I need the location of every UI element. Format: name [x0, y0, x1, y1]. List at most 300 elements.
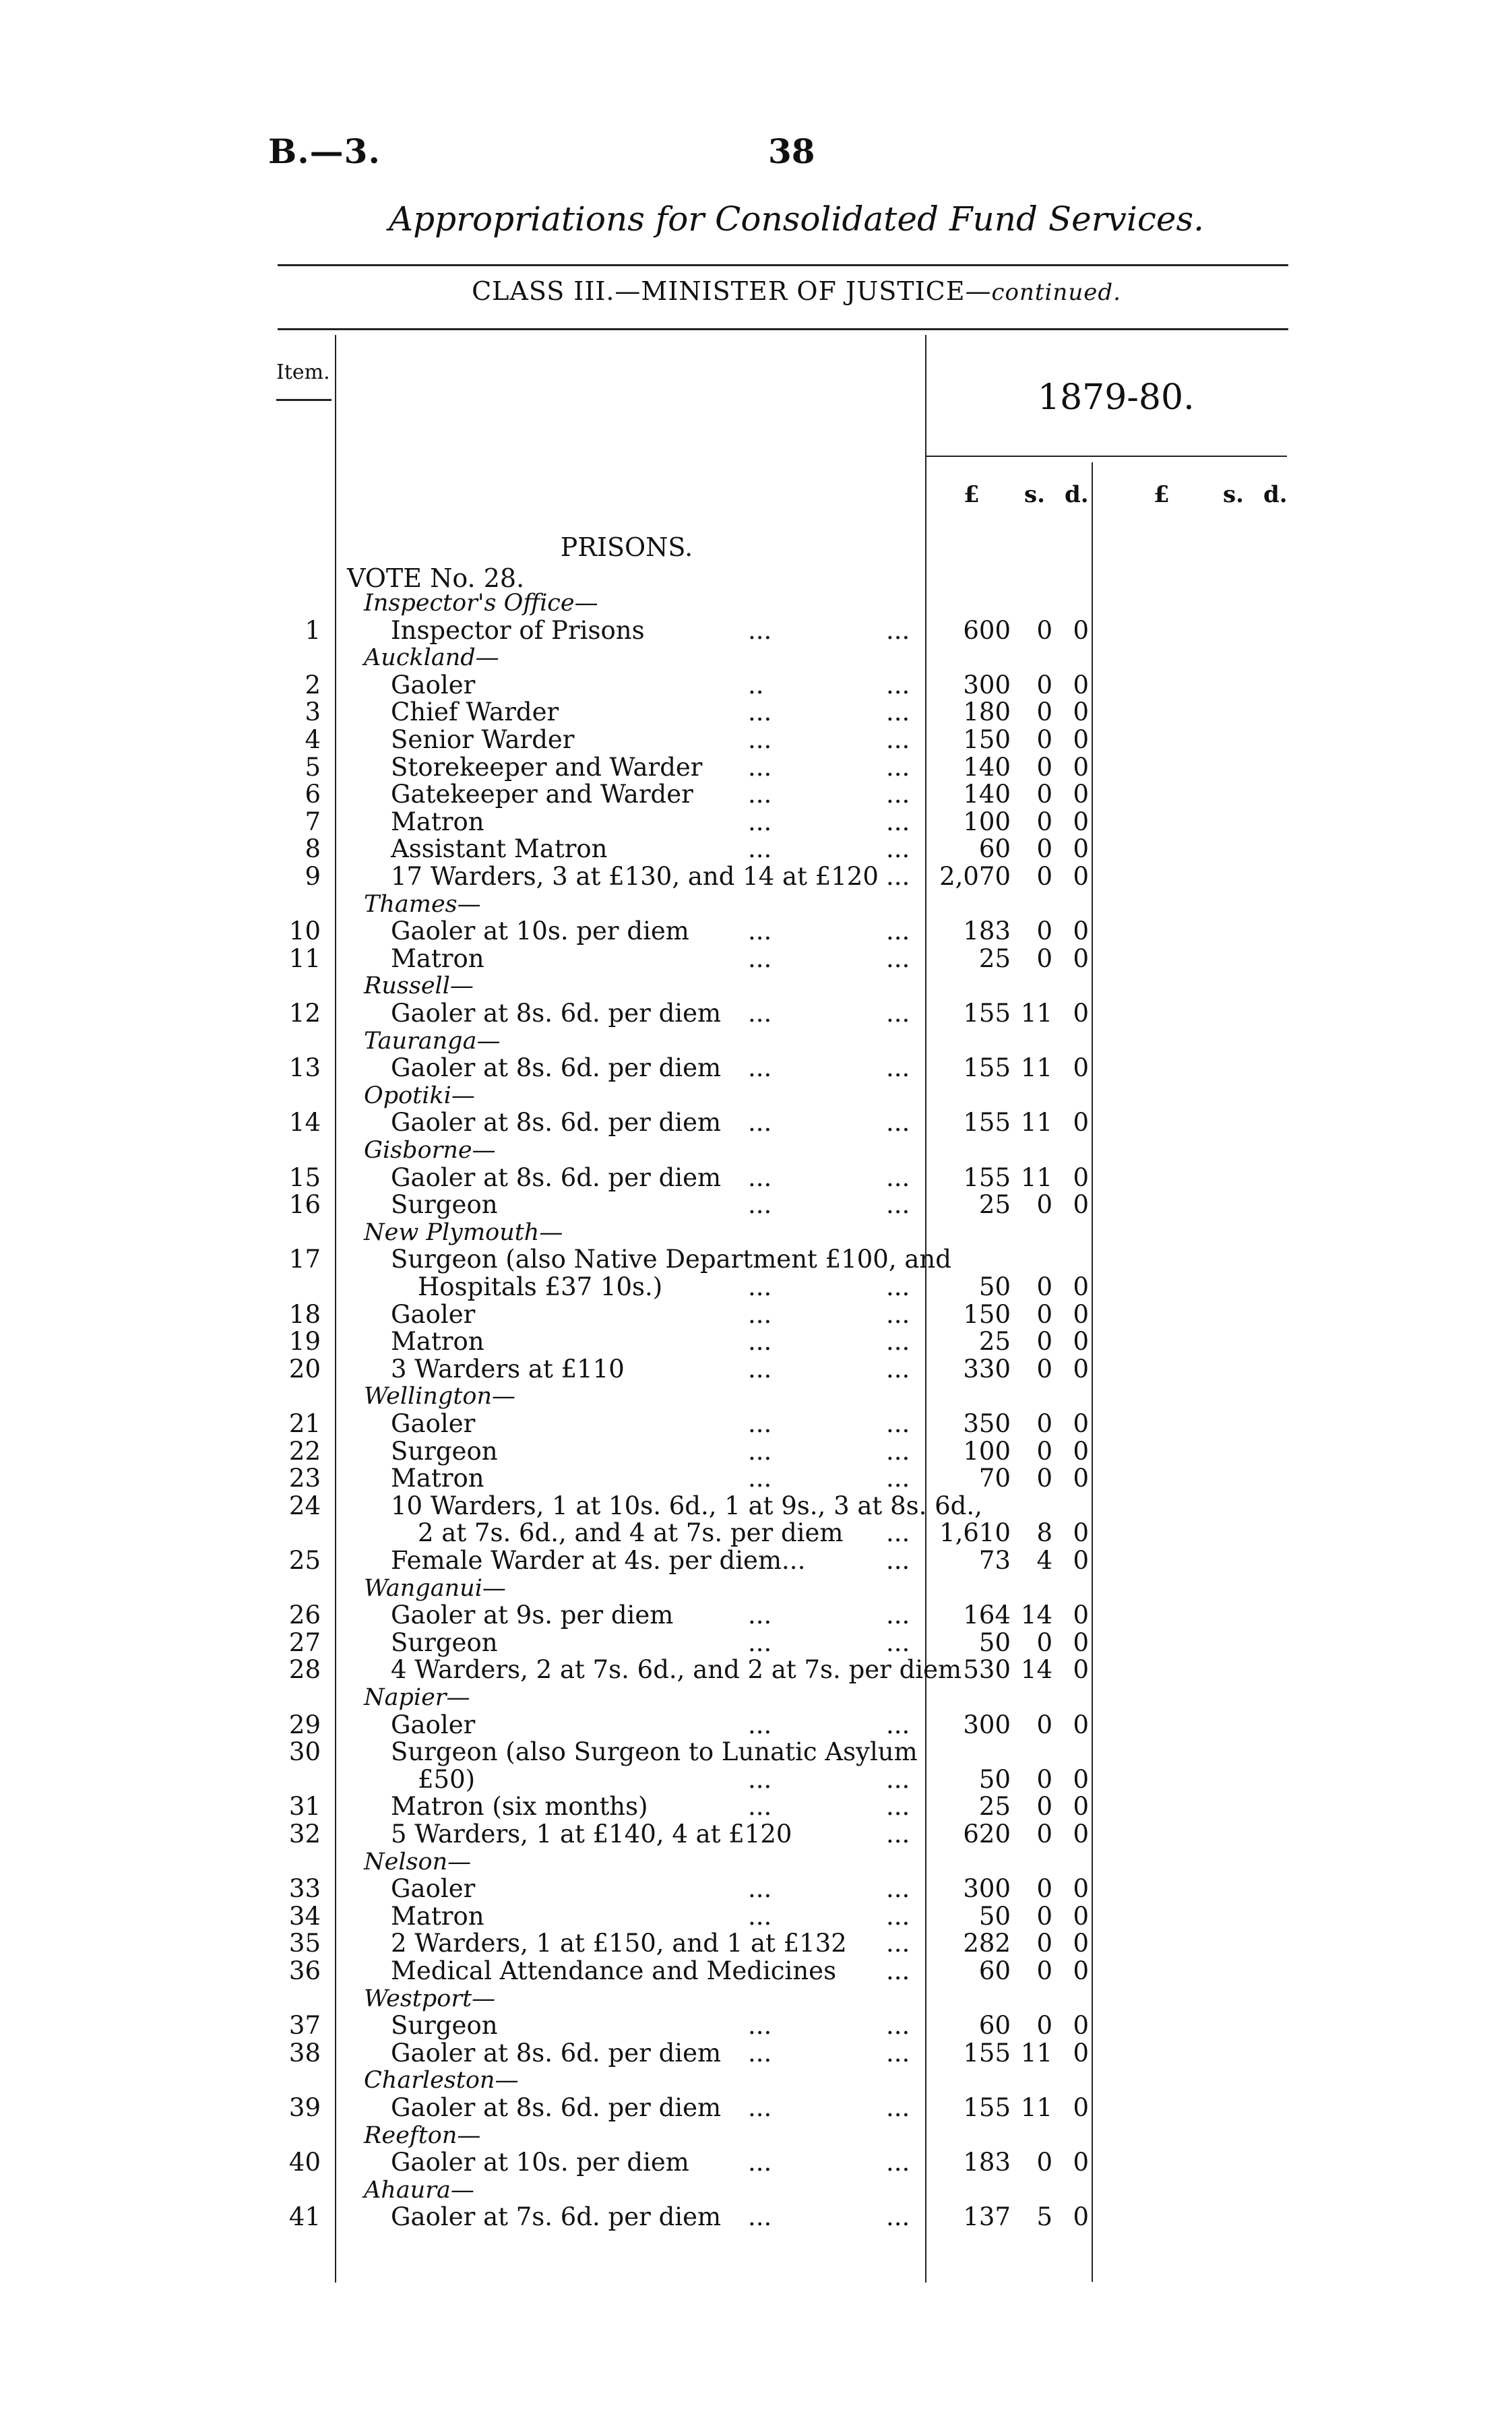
amount-pence: 0 [1073, 1929, 1089, 1958]
item-number: 5 [305, 752, 321, 782]
prison-location-heading [0, 890, 1512, 919]
table-row [0, 1601, 1512, 1630]
prison-location-heading [0, 1683, 1512, 1712]
leader-dots-right: ... [886, 752, 910, 782]
leader-dots-left: ... [748, 2038, 772, 2068]
amount-pounds: 25 [978, 1792, 1011, 1822]
amount-shillings: 0 [1036, 1764, 1052, 1794]
amount-shillings: 14 [1020, 1655, 1052, 1685]
leader-dots-left: ... [748, 1710, 772, 1739]
table-row [0, 698, 1512, 726]
table-row [0, 1766, 1512, 1794]
amount-pounds: 137 [963, 2202, 1011, 2232]
pounds-header-2: £ [1154, 481, 1170, 508]
leader-dots-left: ... [748, 615, 772, 645]
amount-pounds: 620 [963, 1820, 1011, 1849]
amount-pence: 0 [1073, 1409, 1089, 1438]
prison-location-heading [0, 1848, 1512, 1876]
amount-pounds: 100 [963, 807, 1011, 836]
amount-pounds: 155 [963, 2093, 1011, 2122]
item-description: Storekeeper and Warder [391, 752, 703, 782]
amount-shillings: 0 [1036, 1354, 1052, 1384]
amount-pence: 0 [1073, 1272, 1089, 1301]
amount-pounds: 350 [963, 1409, 1011, 1438]
item-description: Gaoler at 7s. 6d. per diem [391, 2202, 722, 2232]
item-description: Chief Warder [391, 697, 559, 727]
leader-dots-right: ... [886, 1299, 910, 1329]
item-description: Gaoler at 8s. 6d. per diem [391, 1162, 722, 1192]
leader-dots-right: ... [886, 2148, 910, 2177]
amount-pence: 0 [1073, 2148, 1089, 2177]
year-rule [926, 456, 1287, 457]
vote-number: VOTE No. 28. [347, 563, 525, 593]
amount-shillings: 0 [1036, 697, 1052, 727]
item-number: 1 [305, 615, 321, 645]
table-row [0, 1273, 1512, 1301]
table-row [0, 671, 1512, 700]
amount-pence: 0 [1073, 2038, 1089, 2068]
item-description: Matron [391, 1327, 484, 1357]
amount-shillings: 0 [1036, 615, 1052, 645]
leader-dots-right: ... [886, 917, 910, 946]
amount-pounds: 25 [978, 943, 1011, 973]
item-description: Westport— [364, 1985, 496, 2012]
item-number: 2 [305, 670, 321, 700]
leader-dots-right: ... [886, 1436, 910, 1466]
amount-shillings: 11 [1020, 2038, 1052, 2068]
amount-pence: 0 [1073, 725, 1089, 754]
table-row [0, 1492, 1512, 1520]
table-row [0, 1355, 1512, 1384]
leader-dots-right: ... [886, 999, 910, 1028]
amount-pence: 0 [1073, 697, 1089, 727]
item-number: 6 [305, 780, 321, 809]
leader-dots-left: ... [748, 1436, 772, 1466]
leader-dots-left: ... [748, 1874, 772, 1904]
amount-shillings: 5 [1036, 2202, 1052, 2232]
amount-shillings: 11 [1020, 999, 1052, 1028]
amount-pounds: 150 [963, 725, 1011, 754]
table-row [0, 1902, 1512, 1931]
leader-dots-right: ... [886, 834, 910, 864]
leader-dots-left: ... [748, 1299, 772, 1329]
item-description: Ahaura— [364, 2176, 474, 2204]
prison-location-heading [0, 1027, 1512, 1055]
amount-pounds: 183 [963, 917, 1011, 946]
item-number: 7 [305, 807, 321, 836]
amount-pounds: 155 [963, 1108, 1011, 1138]
leader-dots-right: ... [886, 1792, 910, 1822]
class-heading-suffix: continued. [991, 279, 1121, 306]
amount-shillings: 8 [1036, 1518, 1052, 1548]
item-number: 41 [288, 2202, 321, 2232]
amount-pounds: 1,610 [939, 1518, 1011, 1548]
item-description: Surgeon [391, 1190, 498, 1220]
leader-dots-right: ... [886, 1108, 910, 1138]
leader-dots-left: ... [748, 2202, 772, 2232]
leader-dots-left: ... [748, 697, 772, 727]
amount-pence: 0 [1073, 1354, 1089, 1384]
item-header-rule [276, 399, 332, 401]
item-description: 10 Warders, 1 at 10s. 6d., 1 at 9s., 3 at 8s. 6d., [391, 1491, 982, 1520]
leader-dots-right: ... [886, 615, 910, 645]
table-row [0, 2148, 1512, 2177]
shillings-header: s. [1024, 481, 1045, 508]
amount-pence: 0 [1073, 2093, 1089, 2122]
item-description: Matron [391, 1464, 484, 1493]
item-number: 16 [288, 1190, 321, 1220]
table-row [0, 1793, 1512, 1821]
leader-dots-left: ... [748, 752, 772, 782]
item-description: Reefton— [364, 2121, 481, 2149]
item-description: Gaoler at 8s. 6d. per diem [391, 999, 722, 1028]
table-row [0, 1164, 1512, 1192]
amount-pounds: 180 [963, 697, 1011, 727]
table-row [0, 1437, 1512, 1466]
table-row [0, 1547, 1512, 1575]
amount-pounds: 155 [963, 1053, 1011, 1083]
prison-location-heading [0, 2176, 1512, 2204]
amount-pounds: 530 [963, 1655, 1011, 1685]
amount-pence: 0 [1073, 807, 1089, 836]
item-description: Gaoler at 9s. per diem [391, 1601, 674, 1630]
leader-dots-right: ... [886, 1874, 910, 1904]
amount-pence: 0 [1073, 999, 1089, 1028]
item-number: 8 [305, 834, 321, 864]
page-number: 38 [768, 131, 815, 171]
amount-shillings: 0 [1036, 1929, 1052, 1958]
table-row [0, 1957, 1512, 1985]
item-description: Medical Attendance and Medicines [391, 1956, 837, 1985]
amount-pence: 0 [1073, 1820, 1089, 1849]
leader-dots-left: ... [748, 1601, 772, 1630]
item-description: Hospitals £37 10s.) [418, 1272, 663, 1301]
item-number: 30 [288, 1737, 321, 1767]
amount-pounds: 73 [978, 1546, 1011, 1575]
item-number: 3 [305, 697, 321, 727]
item-number: 20 [288, 1354, 321, 1384]
item-description: 2 Warders, 1 at £150, and 1 at £132 [391, 1929, 847, 1958]
amount-pence: 0 [1073, 1162, 1089, 1192]
table-row [0, 753, 1512, 782]
item-number: 26 [288, 1601, 321, 1630]
amount-pence: 0 [1073, 1053, 1089, 1083]
item-description: Gaoler [391, 1409, 476, 1438]
item-description: Auckland— [364, 644, 499, 672]
item-number: 40 [288, 2148, 321, 2177]
table-row [0, 1328, 1512, 1356]
item-number: 11 [288, 943, 321, 973]
amount-pounds: 155 [963, 2038, 1011, 2068]
item-description: 17 Warders, 3 at £130, and 14 at £120 [391, 862, 879, 891]
amount-pounds: 25 [978, 1327, 1011, 1357]
item-description: Gisborne— [364, 1137, 496, 1164]
leader-dots-left: ... [748, 999, 772, 1028]
item-description: Gaoler at 8s. 6d. per diem [391, 2093, 722, 2122]
prison-location-heading [0, 1985, 1512, 2013]
item-number: 38 [288, 2038, 321, 2068]
item-number: 27 [288, 1627, 321, 1657]
leader-dots-right: ... [886, 1409, 910, 1438]
item-description: Senior Warder [391, 725, 575, 754]
item-description: Assistant Matron [391, 834, 608, 864]
prison-location-heading [0, 1574, 1512, 1603]
item-number: 34 [288, 1901, 321, 1931]
amount-shillings: 0 [1036, 1820, 1052, 1849]
table-row [0, 726, 1512, 754]
amount-pence: 0 [1073, 943, 1089, 973]
table-row [0, 2012, 1512, 2040]
amount-pence: 0 [1073, 1601, 1089, 1630]
prison-location-heading [0, 1218, 1512, 1247]
amount-pounds: 330 [963, 1354, 1011, 1384]
item-description: Female Warder at 4s. per diem... [391, 1546, 806, 1575]
leader-dots-left: ... [748, 2011, 772, 2041]
amount-shillings: 0 [1036, 2148, 1052, 2177]
amount-pence: 0 [1073, 670, 1089, 700]
amount-pence: 0 [1073, 1546, 1089, 1575]
amount-pence: 0 [1073, 1655, 1089, 1685]
item-description: Thames— [364, 890, 481, 918]
item-description: Matron (six months) [391, 1792, 648, 1822]
item-description: Gaoler at 10s. per diem [391, 2148, 689, 2177]
leader-dots-left: ... [748, 1901, 772, 1931]
amount-pence: 0 [1073, 1518, 1089, 1548]
amount-pence: 0 [1073, 780, 1089, 809]
leader-dots-right: ... [886, 807, 910, 836]
item-description: Gaoler at 8s. 6d. per diem [391, 2038, 722, 2068]
item-description: Inspector's Office— [364, 590, 598, 617]
prison-location-heading [0, 2066, 1512, 2095]
item-number: 32 [288, 1820, 321, 1849]
document-code: B.—3. [268, 131, 381, 171]
item-description: Gaoler [391, 1710, 476, 1739]
table-row [0, 1738, 1512, 1766]
amount-pounds: 60 [978, 2011, 1011, 2041]
amount-shillings: 0 [1036, 670, 1052, 700]
amount-pence: 0 [1073, 1190, 1089, 1220]
pounds-header: £ [964, 481, 980, 508]
amount-shillings: 0 [1036, 1627, 1052, 1657]
amount-pounds: 50 [978, 1764, 1011, 1794]
amount-pounds: 164 [963, 1601, 1011, 1630]
amount-pence: 0 [1073, 1764, 1089, 1794]
item-description: Tauranga— [364, 1027, 501, 1055]
item-description: Nelson— [364, 1848, 472, 1875]
table-row [0, 1929, 1512, 1958]
item-description: New Plymouth— [364, 1218, 563, 1246]
item-description: 3 Warders at £110 [391, 1354, 625, 1384]
amount-pence: 0 [1073, 1956, 1089, 1985]
amount-pence: 0 [1073, 2011, 1089, 2041]
item-number: 23 [288, 1464, 321, 1493]
leader-dots-left: ... [748, 1627, 772, 1657]
title-rule [278, 264, 1288, 266]
table-row [0, 1191, 1512, 1219]
table-row [0, 2203, 1512, 2231]
leader-dots-left: ... [748, 725, 772, 754]
item-number: 10 [288, 917, 321, 946]
table-row [0, 1464, 1512, 1493]
table-row [0, 808, 1512, 836]
table-row [0, 835, 1512, 863]
item-number: 19 [288, 1327, 321, 1357]
year-header: 1879-80. [1038, 377, 1195, 418]
amount-shillings: 0 [1036, 1190, 1052, 1220]
item-number: 22 [288, 1436, 321, 1466]
item-description: Gaoler [391, 1299, 476, 1329]
class-heading [0, 276, 1512, 306]
item-number: 39 [288, 2093, 321, 2122]
item-number: 9 [305, 862, 321, 891]
table-row [0, 1301, 1512, 1329]
amount-pence: 0 [1073, 1464, 1089, 1493]
amount-pounds: 2,070 [939, 862, 1011, 891]
amount-pounds: 300 [963, 1710, 1011, 1739]
leader-dots-right: ... [886, 1601, 910, 1630]
amount-shillings: 11 [1020, 1053, 1052, 1083]
item-description: Matron [391, 943, 484, 973]
item-description: Napier— [364, 1684, 470, 1711]
leader-dots-left: ... [748, 1162, 772, 1192]
amount-pence: 0 [1073, 615, 1089, 645]
amount-shillings: 0 [1036, 1327, 1052, 1357]
amount-shillings: 0 [1036, 1874, 1052, 1904]
amount-shillings: 0 [1036, 725, 1052, 754]
leader-dots-right: ... [886, 862, 910, 891]
table-row [0, 1875, 1512, 1903]
item-description: Gaoler [391, 1874, 476, 1904]
table-row [0, 863, 1512, 891]
leader-dots-left: ... [748, 1108, 772, 1138]
leader-dots-right: ... [886, 1901, 910, 1931]
table-row [0, 1629, 1512, 1657]
table-row [0, 780, 1512, 809]
table-row [0, 1519, 1512, 1547]
leader-dots-right: ... [886, 725, 910, 754]
leader-dots-right: ... [886, 1272, 910, 1301]
leader-dots-left: ... [748, 2148, 772, 2177]
amount-pence: 0 [1073, 1901, 1089, 1931]
amount-shillings: 0 [1036, 807, 1052, 836]
amount-shillings: 0 [1036, 780, 1052, 809]
leader-dots-left: ... [748, 780, 772, 809]
leader-dots-left: ... [748, 1409, 772, 1438]
amount-pounds: 60 [978, 1956, 1011, 1985]
amount-pounds: 300 [963, 670, 1011, 700]
item-description: Wanganui— [364, 1574, 506, 1602]
leader-dots-right: ... [886, 1710, 910, 1739]
item-description: Charleston— [364, 2067, 519, 2095]
amount-pounds: 50 [978, 1901, 1011, 1931]
amount-pounds: 600 [963, 615, 1011, 645]
leader-dots-right: ... [886, 1464, 910, 1493]
item-description: Surgeon [391, 1627, 498, 1657]
section-title: PRISONS. [560, 532, 693, 562]
leader-dots-right: ... [886, 1764, 910, 1794]
amount-pounds: 183 [963, 2148, 1011, 2177]
leader-dots-left: ... [748, 834, 772, 864]
leader-dots-left: ... [748, 1354, 772, 1384]
item-description: 4 Warders, 2 at 7s. 6d., and 2 at 7s. per diem [391, 1655, 962, 1685]
item-number: 37 [288, 2011, 321, 2041]
amount-pounds: 155 [963, 1162, 1011, 1192]
amount-pence: 0 [1073, 1436, 1089, 1466]
item-number: 15 [288, 1162, 321, 1192]
item-description: Matron [391, 1901, 484, 1931]
item-number: 35 [288, 1929, 321, 1958]
amount-pence: 0 [1073, 1327, 1089, 1357]
item-description: Gaoler at 8s. 6d. per diem [391, 1053, 722, 1083]
amount-shillings: 4 [1036, 1546, 1052, 1575]
item-number: 4 [305, 725, 321, 754]
amount-pounds: 282 [963, 1929, 1011, 1958]
amount-pence: 0 [1073, 862, 1089, 891]
amount-shillings: 0 [1036, 943, 1052, 973]
amount-shillings: 0 [1036, 834, 1052, 864]
table-row [0, 999, 1512, 1028]
item-description: Surgeon [391, 1436, 498, 1466]
leader-dots-right: ... [886, 1929, 910, 1958]
item-number: 33 [288, 1874, 321, 1904]
amount-pence: 0 [1073, 1108, 1089, 1138]
prison-location-heading [0, 589, 1512, 617]
amount-pence: 0 [1073, 917, 1089, 946]
leader-dots-right: ... [886, 697, 910, 727]
amount-shillings: 11 [1020, 1108, 1052, 1138]
amount-shillings: 14 [1020, 1601, 1052, 1630]
leader-dots-right: ... [886, 2202, 910, 2232]
pence-header-2: d. [1263, 481, 1288, 508]
amount-pounds: 100 [963, 1436, 1011, 1466]
item-description: Surgeon [391, 2011, 498, 2041]
prison-location-heading [0, 2121, 1512, 2150]
leader-dots-right: ... [886, 2093, 910, 2122]
leader-dots-left: ... [748, 1464, 772, 1493]
table-top-rule [278, 328, 1288, 330]
leader-dots-right: ... [886, 1546, 910, 1575]
leader-dots-right: ... [886, 2038, 910, 2068]
amount-shillings: 11 [1020, 2093, 1052, 2122]
item-description: Surgeon (also Surgeon to Lunatic Asylum [391, 1737, 918, 1767]
item-description: Gatekeeper and Warder [391, 780, 693, 809]
amount-shillings: 0 [1036, 1409, 1052, 1438]
leader-dots-right: ... [886, 1354, 910, 1384]
table-row [0, 917, 1512, 945]
amount-shillings: 0 [1036, 1792, 1052, 1822]
item-description: Russell— [364, 972, 474, 1000]
item-description: Gaoler at 8s. 6d. per diem [391, 1108, 722, 1138]
prison-location-heading [0, 1382, 1512, 1410]
leader-dots-right: ... [886, 1627, 910, 1657]
leader-dots-right: ... [886, 1956, 910, 1985]
amount-pence: 0 [1073, 752, 1089, 782]
leader-dots-right: ... [886, 1190, 910, 1220]
table-row [0, 2094, 1512, 2122]
item-number: 31 [288, 1792, 321, 1822]
item-description: Gaoler [391, 670, 476, 700]
amount-pounds: 50 [978, 1627, 1011, 1657]
item-number: 28 [288, 1655, 321, 1685]
item-description: Inspector of Prisons [391, 615, 645, 645]
leader-dots-left: ... [748, 1190, 772, 1220]
amount-shillings: 0 [1036, 2011, 1052, 2041]
item-number: 17 [288, 1245, 321, 1274]
item-description: Surgeon (also Native Department £100, and [391, 1245, 951, 1274]
amount-shillings: 0 [1036, 1299, 1052, 1329]
amount-pence: 0 [1073, 1710, 1089, 1739]
leader-dots-left: ... [748, 2093, 772, 2122]
